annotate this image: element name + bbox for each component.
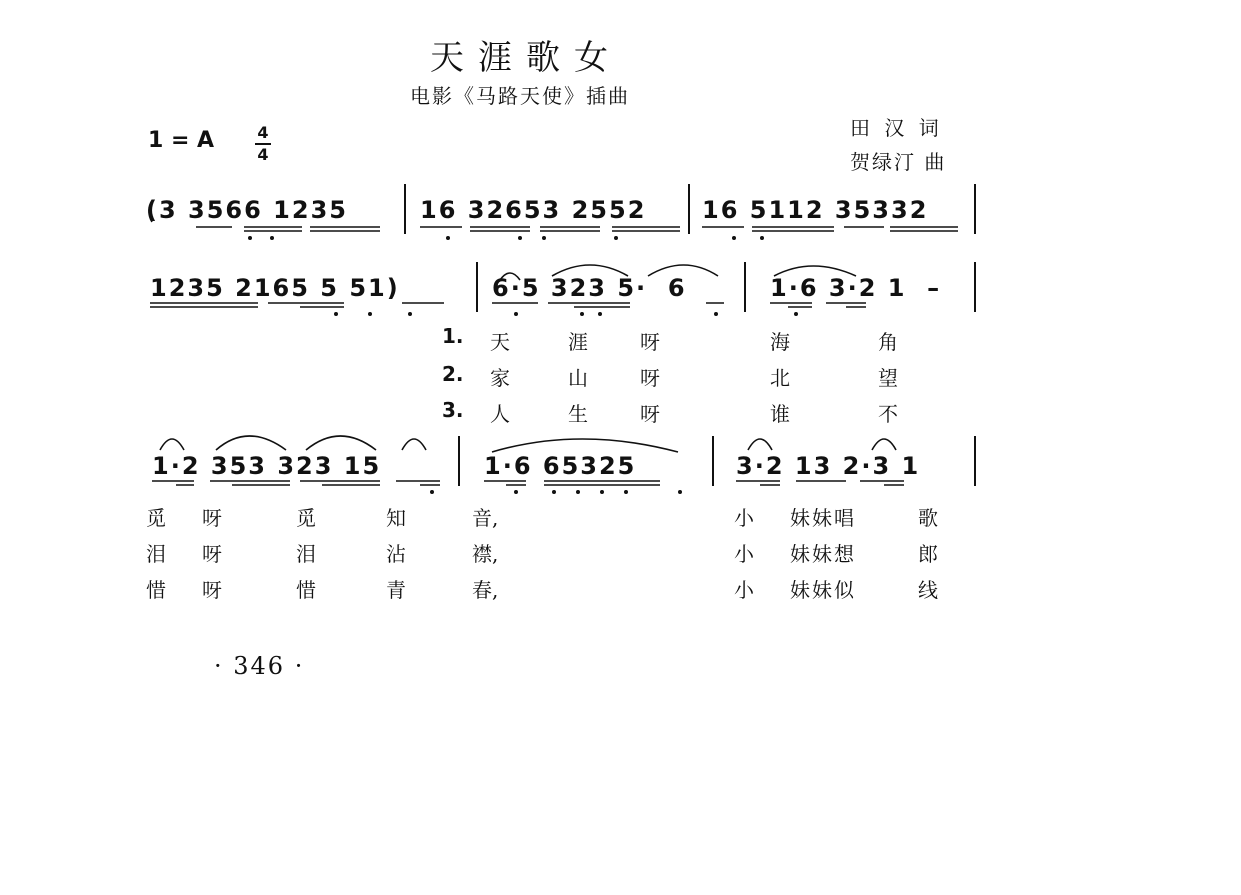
lyric: 山 bbox=[568, 366, 588, 390]
page-number: · 346 · bbox=[214, 652, 305, 680]
time-signature-bottom: 4 bbox=[257, 145, 269, 164]
measure-8: 1·6 65325 bbox=[484, 452, 637, 480]
verse-number: 1. bbox=[442, 324, 464, 348]
lyric: 妹妹唱 bbox=[790, 506, 856, 530]
lyric: 天 bbox=[490, 330, 510, 354]
lyric: 呀 bbox=[202, 506, 222, 530]
lyric: 北 bbox=[770, 366, 790, 390]
lyricist-credit: 田 汉 词 bbox=[850, 116, 943, 140]
lyric: 觅 bbox=[296, 506, 316, 530]
lyric: 家 bbox=[490, 366, 510, 390]
key-signature: 1 = A bbox=[148, 128, 215, 153]
measure-5: 6·5 323 5· 6 bbox=[492, 274, 687, 302]
measure-6: 1·6 3·2 1 – bbox=[770, 274, 942, 302]
lyric: 不 bbox=[878, 402, 898, 426]
measure-4: 1235 2165 5 51) bbox=[150, 274, 400, 302]
verse-number: 2. bbox=[442, 362, 464, 386]
lyric: 望 bbox=[878, 366, 898, 390]
measure-9: 3·2 13 2·3 1 bbox=[736, 452, 921, 480]
lyric: 泪 bbox=[296, 542, 316, 566]
lyric: 线 bbox=[918, 578, 938, 602]
lyric: 谁 bbox=[770, 402, 790, 426]
lyric: 郎 bbox=[918, 542, 938, 566]
lyric: 生 bbox=[568, 402, 588, 426]
lyric: 呀 bbox=[202, 542, 222, 566]
lyric: 人 bbox=[490, 402, 510, 426]
song-title: 天涯歌女 bbox=[430, 38, 622, 78]
lyric: 沾 bbox=[386, 542, 406, 566]
lyric: 小 bbox=[734, 578, 754, 602]
lyric: 呀 bbox=[640, 330, 660, 354]
verse-number: 3. bbox=[442, 398, 464, 422]
lyric: 知 bbox=[386, 506, 406, 530]
lyric: 泪 bbox=[146, 542, 166, 566]
composer-credit: 贺绿汀 曲 bbox=[850, 150, 947, 174]
song-subtitle: 电影《马路天使》插曲 bbox=[410, 84, 630, 108]
lyric: 角 bbox=[878, 330, 898, 354]
measure-7: 1·2 353 323 15 bbox=[152, 452, 382, 480]
time-signature-top: 4 bbox=[257, 123, 269, 142]
lyric: 青 bbox=[386, 578, 406, 602]
lyric: 呀 bbox=[202, 578, 222, 602]
lyric: 呀 bbox=[640, 402, 660, 426]
lyric: 歌 bbox=[918, 506, 938, 530]
lyric: 妹妹想 bbox=[790, 542, 856, 566]
lyric: 妹妹似 bbox=[790, 578, 856, 602]
lyric: 音, bbox=[472, 506, 499, 530]
lyric: 惜 bbox=[146, 578, 166, 602]
lyric: 小 bbox=[734, 506, 754, 530]
lyric: 海 bbox=[770, 330, 790, 354]
measure-2: 16 32653 2552 bbox=[420, 196, 647, 224]
lyric: 觅 bbox=[146, 506, 166, 530]
lyric: 春, bbox=[472, 578, 499, 602]
measure-3: 16 5112 35332 bbox=[702, 196, 929, 224]
lyric: 涯 bbox=[568, 330, 588, 354]
measure-1: (3 3566 1235 bbox=[146, 196, 348, 224]
lyric: 呀 bbox=[640, 366, 660, 390]
lyric: 惜 bbox=[296, 578, 316, 602]
lyric: 小 bbox=[734, 542, 754, 566]
lyric: 襟, bbox=[472, 542, 499, 566]
